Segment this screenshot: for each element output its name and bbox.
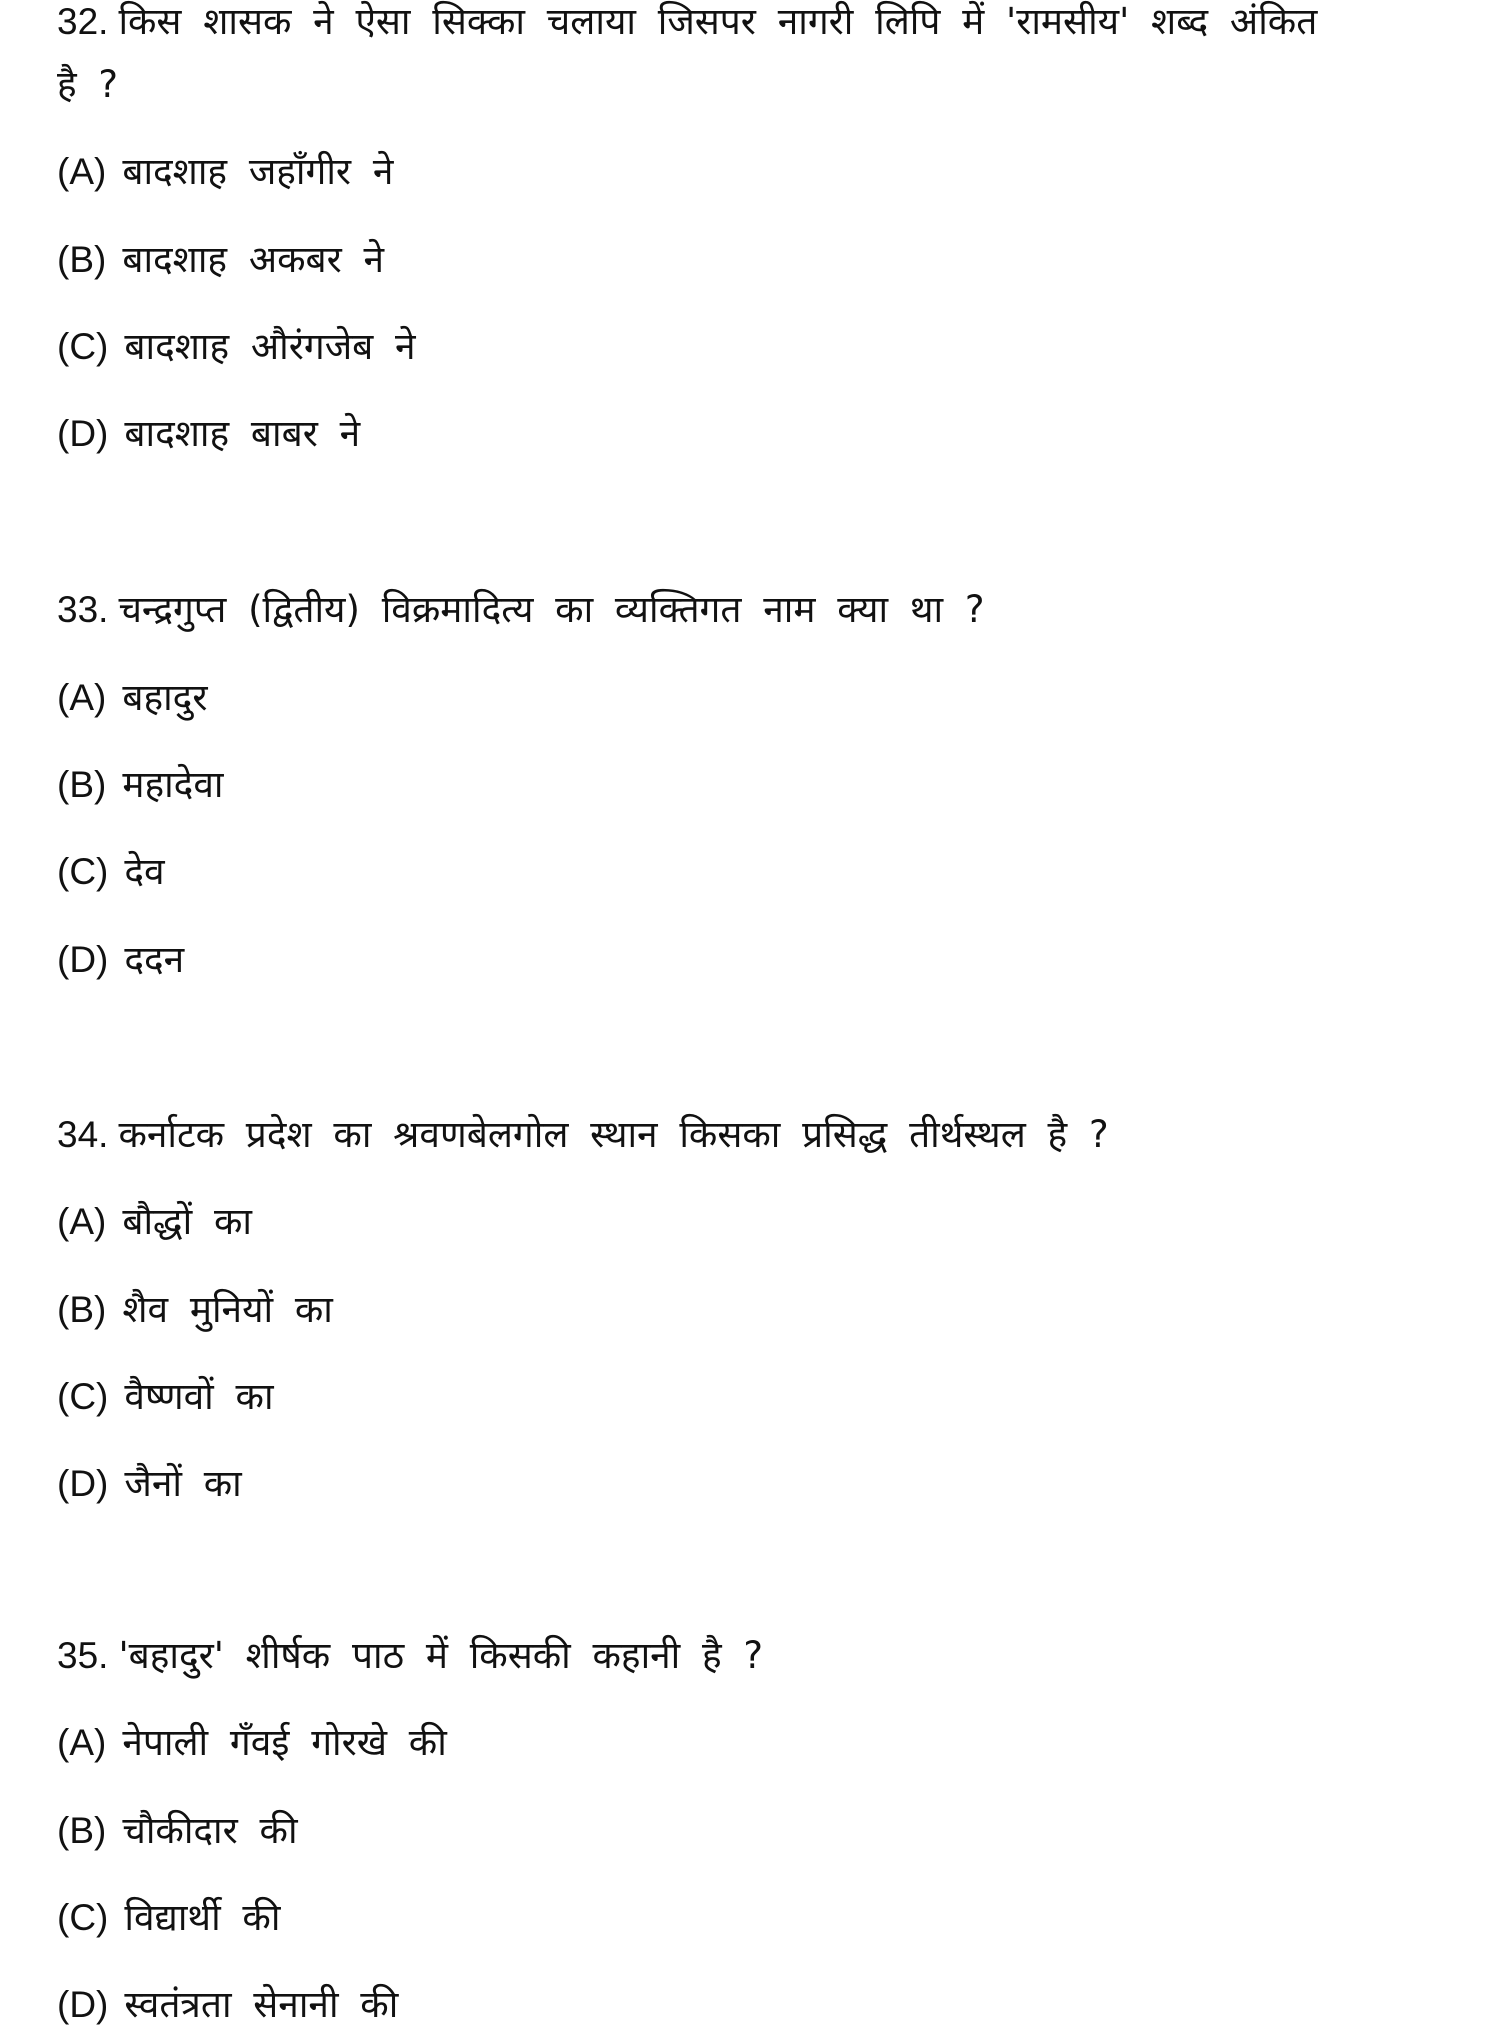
- option-label: (D): [57, 413, 109, 454]
- question-35-option-c: [57, 1890, 280, 1946]
- question-text: चन्द्रगुप्त (द्वितीय) विक्रमादित्य का व्यक्तिगत नाम क्या था ?: [118, 588, 985, 631]
- question-text: 'बहादुर' शीर्षक पाठ में किसकी कहानी है ?: [118, 1634, 764, 1677]
- option-label: (C): [57, 326, 109, 367]
- option-label: (B): [57, 764, 107, 805]
- option-text: स्वतंत्रता सेनानी की: [124, 1983, 399, 2026]
- option-label: (A): [57, 677, 107, 718]
- question-33-text: [57, 582, 984, 638]
- question-32-option-b: [57, 232, 384, 288]
- option-text: बहादुर: [122, 676, 208, 719]
- option-text: बादशाह औरंगजेब ने: [124, 325, 416, 368]
- option-text: बौद्धों का: [122, 1200, 252, 1243]
- option-text: वैष्णवों का: [124, 1375, 274, 1418]
- question-33-option-d: [57, 932, 184, 988]
- option-label: (C): [57, 1897, 109, 1938]
- question-32-text: [57, 0, 1317, 50]
- question-32-option-c: [57, 319, 416, 375]
- question-number: 35.: [57, 1635, 109, 1676]
- question-33-option-b: [57, 757, 224, 813]
- option-text: शैव मुनियों का: [122, 1288, 333, 1331]
- option-text: महादेवा: [122, 763, 224, 806]
- option-label: (A): [57, 1722, 107, 1763]
- question-34-option-a: [57, 1194, 252, 1250]
- question-35-text: [57, 1628, 763, 1684]
- option-label: (B): [57, 1810, 107, 1851]
- question-34-option-d: [57, 1456, 242, 1512]
- question-33-option-a: [57, 670, 207, 726]
- option-label: (B): [57, 1289, 107, 1330]
- option-label: (A): [57, 1201, 107, 1242]
- option-text: चौकीदार की: [122, 1809, 298, 1852]
- option-text: नेपाली गँवई गोरखे की: [122, 1721, 447, 1764]
- option-label: (B): [57, 239, 107, 280]
- question-text: किस शासक ने ऐसा सिक्का चलाया जिसपर नागरी लिपि में 'रामसीय' शब्द अंकित: [118, 0, 1318, 43]
- question-number: 32.: [57, 1, 109, 42]
- question-number: 33.: [57, 589, 109, 630]
- question-32-option-a: [57, 144, 393, 200]
- question-35-option-a: [57, 1715, 447, 1771]
- option-label: (C): [57, 851, 109, 892]
- option-text: जैनों का: [124, 1462, 242, 1505]
- option-text: ददन: [124, 938, 185, 981]
- question-32-text-continued: [57, 57, 118, 113]
- option-label: (C): [57, 1376, 109, 1417]
- option-label: (D): [57, 1463, 109, 1504]
- option-label: (A): [57, 151, 107, 192]
- question-34-option-c: [57, 1369, 274, 1425]
- question-text: है ?: [57, 63, 119, 106]
- question-number: 34.: [57, 1114, 109, 1155]
- question-35-option-b: [57, 1803, 298, 1859]
- option-label: (D): [57, 939, 109, 980]
- option-text: बादशाह बाबर ने: [124, 412, 361, 455]
- option-text: देव: [124, 850, 165, 893]
- option-text: विद्यार्थी की: [124, 1896, 281, 1939]
- question-34-option-b: [57, 1282, 333, 1338]
- question-33-option-c: [57, 844, 165, 900]
- question-34-text: [57, 1107, 1109, 1163]
- question-text: कर्नाटक प्रदेश का श्रवणबेलगोल स्थान किसका प्रसिद्ध तीर्थस्थल है ?: [118, 1113, 1109, 1156]
- question-35-option-d: [57, 1977, 398, 2033]
- option-label: (D): [57, 1984, 109, 2025]
- option-text: बादशाह अकबर ने: [122, 238, 385, 281]
- option-text: बादशाह जहाँगीर ने: [122, 150, 394, 193]
- question-32-option-d: [57, 406, 360, 462]
